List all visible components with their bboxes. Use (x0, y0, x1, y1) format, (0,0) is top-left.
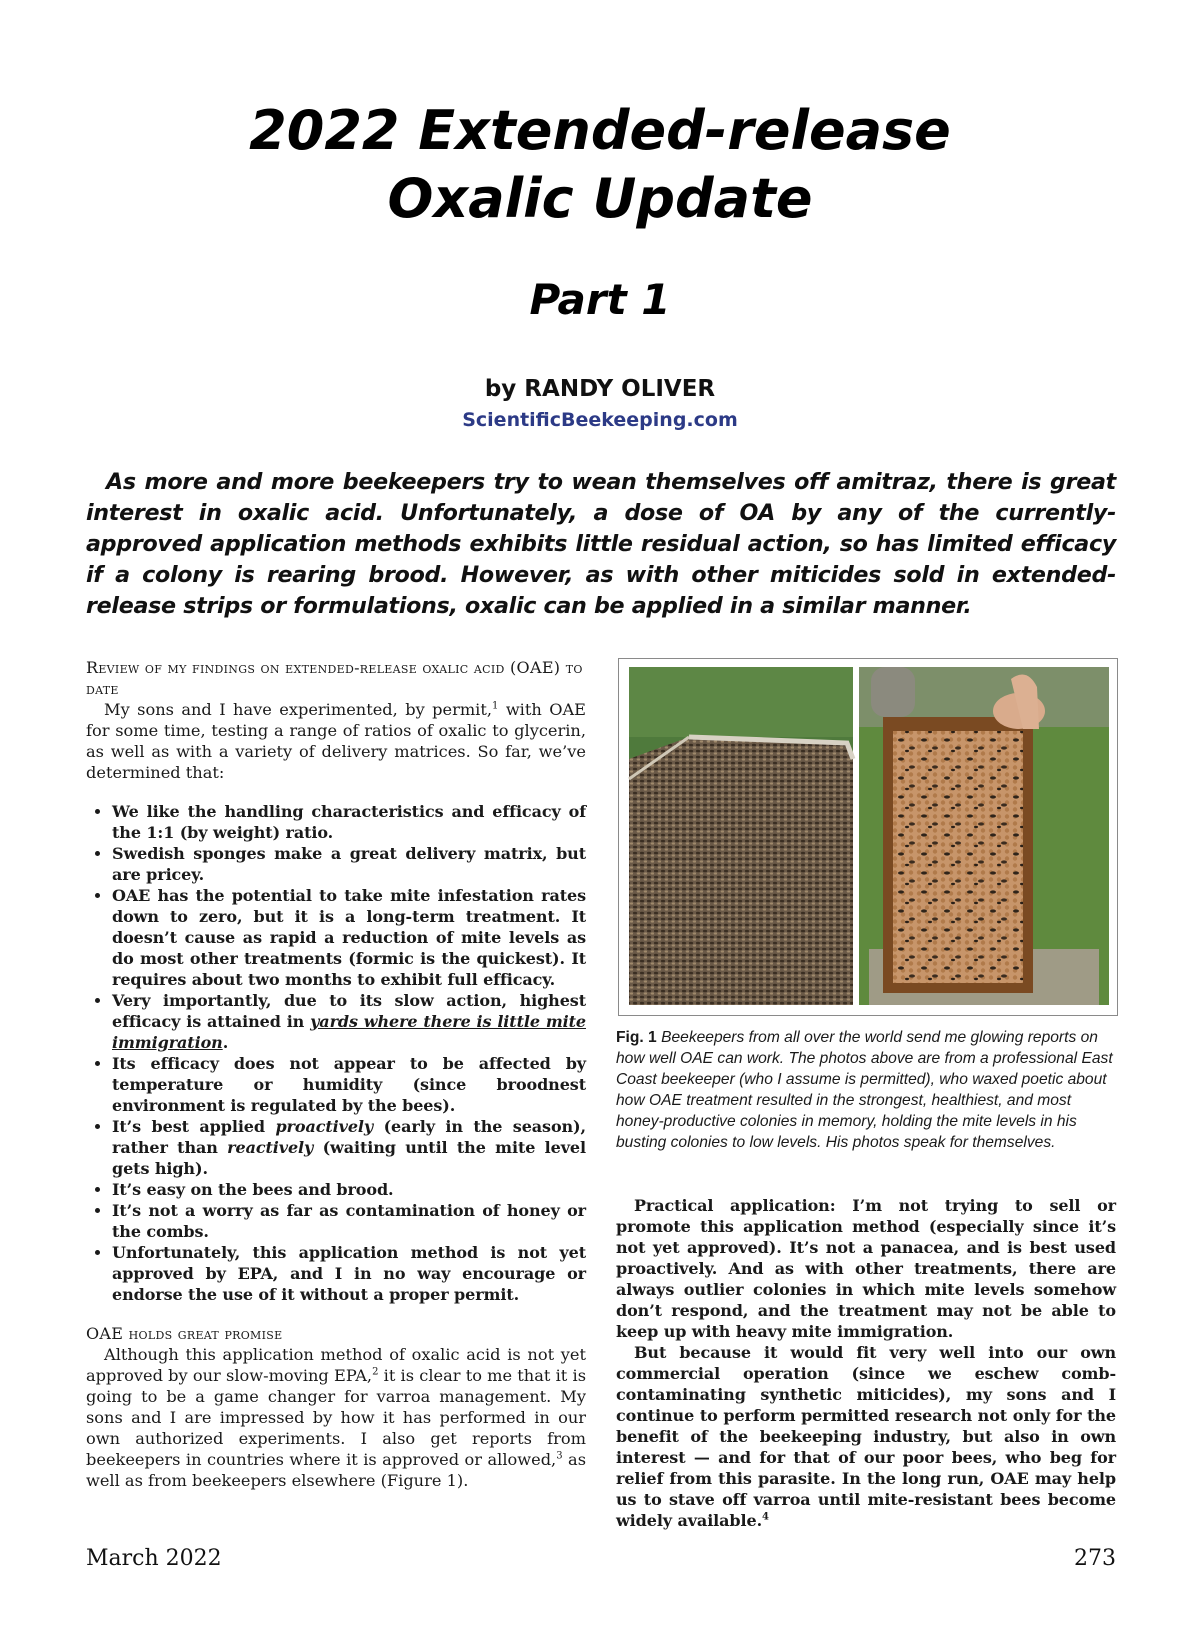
author-byline: by RANDY OLIVER (484, 376, 716, 402)
left-column (86, 657, 586, 1491)
list-item: • Unfortunately, this application method is not yet approved by EPA, and I in no way encourage or endorse the use of it without a proper permit. (112, 1242, 586, 1305)
title-part: Part 1 (529, 275, 671, 324)
list-item (112, 990, 586, 1053)
list-item: • OAE has the potential to take mite infestation rates down to zero, but it is a long-term treatment. It doesn’t cause as rapid a reduction of mite levels as do most other treatments (formic is the quickest). It requires about two months to exhibit full efficacy. (112, 885, 586, 990)
section-heading-review: Review of my findings on extended-release oxalic acid (OAE) to date (86, 658, 583, 698)
page-number: 273 (1074, 1546, 1116, 1571)
list-item-text: . (222, 1033, 229, 1052)
list-item (112, 1116, 586, 1179)
lede-paragraph: As more and more beekeepers try to wean themselves off amitraz, there is great interest in oxalic acid. Unfortunately, a dose of OA by any of the currently-approved application methods exhibits little residual action, so has limited efficacy if a colony is rearing brood. However, as with other miticides sold in extended-release strips or formulations, oxalic can be applied in a similar manner. (86, 469, 1116, 619)
figure-1-photos (618, 658, 1118, 1016)
list-item: • It’s not a worry as far as contamination of honey or the combs. (112, 1200, 586, 1242)
promise-text-a: Although this application method of oxalic acid is not yet approved by our slow-moving EPA, (86, 1345, 586, 1385)
title-line-2: Oxalic Update (387, 167, 813, 230)
footnote-ref-2[interactable]: 2 (372, 1366, 379, 1378)
research-text: But because it would fit very well into our own commercial operation (since we eschew comb-contaminating synthetic miticides), my sons and I continue to perform permitted research not only for the benefit of the beekeeping industry, but also in own interest — and for that of our poor bees, who beg for relief from this parasite. In the long run, OAE may help us to stave off varroa until mite-resistant bees become widely available. (616, 1343, 1116, 1530)
issue-date: March 2022 (86, 1546, 222, 1571)
list-item: • It’s easy on the bees and brood. (112, 1179, 586, 1200)
intro-text-b: with OAE for some time, testing a range of ratios of oxalic to glycerin, as well as with a variety of delivery matrices. So far, we’ve determined that: (86, 700, 586, 782)
practical-application-paragraph: Practical application: I’m not trying to sell or promote this application method (especially since it’s not yet approved). It’s not a panacea, and is best used proactively. And as with other treatments, there are always outlier colonies in which mite levels somehow don’t respond, and the treatment may not be able to keep up with heavy mite immigration. (616, 1196, 1116, 1341)
figure-caption (616, 1027, 1118, 1153)
promise-paragraph (86, 1344, 586, 1491)
figure-caption-text: Beekeepers from all over the world send me glowing reports on how well OAE can work. The photos above are from a professional East Coast beekeeper (who I assume is permitted), who waxed poetic about how OAE treatment resulted in the strongest, healthiest, and most honey-productive colonies in memory, holding the mite levels in his busting colonies to low levels. His photos speak for themselves. (616, 1029, 1113, 1151)
list-item: • We like the handling characteristics and efficacy of the 1:1 (by weight) ratio. (112, 801, 586, 843)
list-item: • Its efficacy does not appear to be affected by temperature or humidity (since broodnest environment is regulated by the bees). (112, 1053, 586, 1116)
right-photo (859, 667, 1109, 1005)
list-item-text: (early in the season), rather than (112, 1117, 586, 1157)
research-paragraph (616, 1342, 1116, 1531)
promise-text-b: it is clear to me that it is going to be a game changer for varroa management. My sons and I are impressed by how it has performed in our own authorized experiments. I also get reports from beekeepers in countries where it is approved or allowed, (86, 1366, 586, 1469)
left-photo (629, 667, 853, 1005)
intro-text-a: My sons and I have experimented, by permit, (104, 700, 493, 719)
italic-word: reactively (227, 1138, 314, 1157)
list-item-text: Very importantly, due to its slow action, highest efficacy is attained in (112, 991, 586, 1031)
footnote-ref-4[interactable]: 4 (762, 1511, 769, 1523)
website-link[interactable]: ScientificBeekeeping.com (462, 409, 738, 431)
list-item-text: (waiting until the mite level gets high). (112, 1138, 586, 1178)
title-line-1: 2022 Extended-release (249, 99, 951, 162)
promise-text-c: as well as from beekeepers elsewhere (Figure 1). (86, 1450, 586, 1490)
findings-list (86, 801, 586, 1305)
underlined-phrase: yards where there is little mite immigration (112, 1012, 586, 1052)
list-item-text: It’s best applied (112, 1117, 276, 1136)
list-item: • Swedish sponges make a great delivery matrix, but are pricey. (112, 843, 586, 885)
footnote-ref-3[interactable]: 3 (556, 1450, 563, 1462)
section-heading-promise: OAE holds great promise (86, 1324, 283, 1343)
figure-label: Fig. 1 (616, 1029, 657, 1046)
intro-paragraph (86, 699, 586, 783)
italic-word: proactively (275, 1117, 374, 1136)
beehive-photo-pair (619, 659, 1117, 1015)
right-column (616, 1195, 1116, 1531)
footnote-ref-1[interactable]: 1 (492, 700, 499, 712)
